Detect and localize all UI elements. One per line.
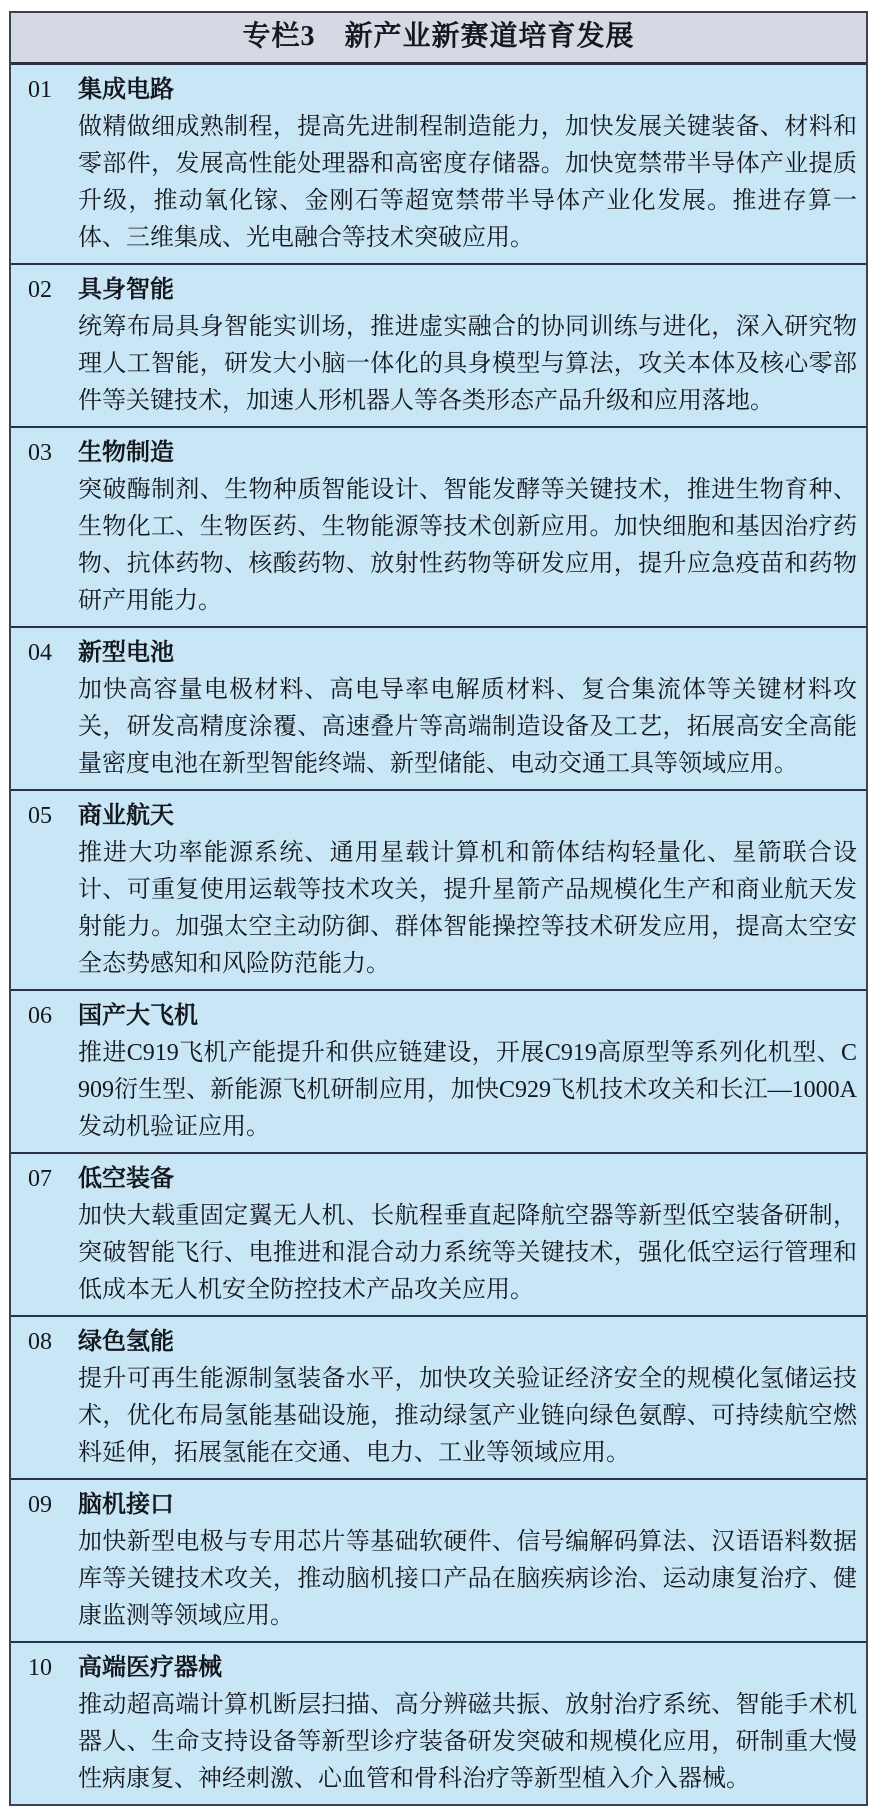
section <box>11 1152 866 1315</box>
section-body: 推进C919飞机产能提升和供应链建设，开展C919高原型等系列化机型、C909衍生型、新能源飞机研制应用，加快C929飞机技术攻关和长江—1000A发动机验证应用。 <box>78 1040 857 1140</box>
section-number: 05 <box>28 803 52 829</box>
section-content <box>78 798 866 983</box>
section-number: 08 <box>28 1329 52 1355</box>
section-title: 集成电路 <box>78 77 174 103</box>
section-content <box>78 1650 866 1798</box>
section-title: 具身智能 <box>78 277 174 303</box>
section <box>11 426 866 626</box>
section-title: 商业航天 <box>78 803 174 829</box>
policy-panel <box>9 11 868 1806</box>
sections-list <box>11 65 866 1804</box>
section-title: 国产大飞机 <box>78 1003 198 1029</box>
section-body: 突破酶制剂、生物种质智能设计、智能发酵等关键技术，推进生物育种、生物化工、生物医药、生物能源等技术创新应用。加快细胞和基因治疗药物、抗体药物、核酸药物、放射性药物等研发应用，提升应急疫苗和药物研产用能力。 <box>78 477 857 614</box>
section-body: 提升可再生能源制氢装备水平，加快攻关验证经济安全的规模化氢储运技术，优化布局氢能基础设施，推动绿氢产业链向绿色氨醇、可持续航空燃料延伸，拓展氢能在交通、电力、工业等领域应用。 <box>78 1366 857 1466</box>
section-body: 推进大功率能源系统、通用星载计算机和箭体结构轻量化、星箭联合设计、可重复使用运载等技术攻关，提升星箭产品规模化生产和商业航天发射能力。加强太空主动防御、群体智能操控等技术研发应用，提高太空安全态势感知和风险防范能力。 <box>78 840 857 977</box>
section-content <box>78 272 866 420</box>
section-number: 10 <box>28 1655 52 1681</box>
section-body: 加快大载重固定翼无人机、长航程垂直起降航空器等新型低空装备研制，突破智能飞行、电推进和混合动力系统等关键技术，强化低空运行管理和低成本无人机安全防控技术产品攻关应用。 <box>78 1203 857 1303</box>
section-number: 09 <box>28 1492 52 1518</box>
section-content <box>78 998 866 1146</box>
section <box>11 989 866 1152</box>
section-number: 04 <box>28 640 52 666</box>
section-title: 高端医疗器械 <box>78 1655 222 1681</box>
section <box>11 1315 866 1478</box>
section-content <box>78 1161 866 1309</box>
section <box>11 789 866 989</box>
section-content <box>78 435 866 620</box>
section-body: 做精做细成熟制程，提高先进制程制造能力，加快发展关键装备、材料和零部件，发展高性能处理器和高密度存储器。加快宽禁带半导体产业提质升级，推动氧化镓、金刚石等超宽禁带半导体产业化发展。推进存算一体、三维集成、光电融合等技术突破应用。 <box>78 114 857 251</box>
panel-title: 专栏3 新产业新赛道培育发展 <box>11 13 866 65</box>
section <box>11 626 866 789</box>
section <box>11 1641 866 1804</box>
section-body: 统筹布局具身智能实训场，推进虚实融合的协同训练与进化，深入研究物理人工智能，研发大小脑一体化的具身模型与算法，攻关本体及核心零部件等关键技术，加速人形机器人等各类形态产品升级和应用落地。 <box>78 314 857 414</box>
section-content <box>78 72 866 257</box>
section-number: 07 <box>28 1166 52 1192</box>
section-title: 新型电池 <box>78 640 174 666</box>
section-number: 03 <box>28 440 52 466</box>
section <box>11 65 866 263</box>
section-number: 01 <box>28 77 52 103</box>
section-content <box>78 635 866 783</box>
section-body: 加快高容量电极材料、高电导率电解质材料、复合集流体等关键材料攻关，研发高精度涂覆、高速叠片等高端制造设备及工艺，拓展高安全高能量密度电池在新型智能终端、新型储能、电动交通工具等领域应用。 <box>78 677 857 777</box>
section-number: 06 <box>28 1003 52 1029</box>
section-body: 推动超高端计算机断层扫描、高分辨磁共振、放射治疗系统、智能手术机器人、生命支持设备等新型诊疗装备研发突破和规模化应用，研制重大慢性病康复、神经刺激、心血管和骨科治疗等新型植入介入器械。 <box>78 1692 857 1792</box>
section-content <box>78 1324 866 1472</box>
section-content <box>78 1487 866 1635</box>
section-title: 低空装备 <box>78 1166 174 1192</box>
section <box>11 1478 866 1641</box>
section-title: 脑机接口 <box>78 1492 174 1518</box>
section <box>11 263 866 426</box>
section-number: 02 <box>28 277 52 303</box>
section-title: 生物制造 <box>78 440 174 466</box>
section-title: 绿色氢能 <box>78 1329 174 1355</box>
section-body: 加快新型电极与专用芯片等基础软硬件、信号编解码算法、汉语语料数据库等关键技术攻关，推动脑机接口产品在脑疾病诊治、运动康复治疗、健康监测等领域应用。 <box>78 1529 857 1629</box>
